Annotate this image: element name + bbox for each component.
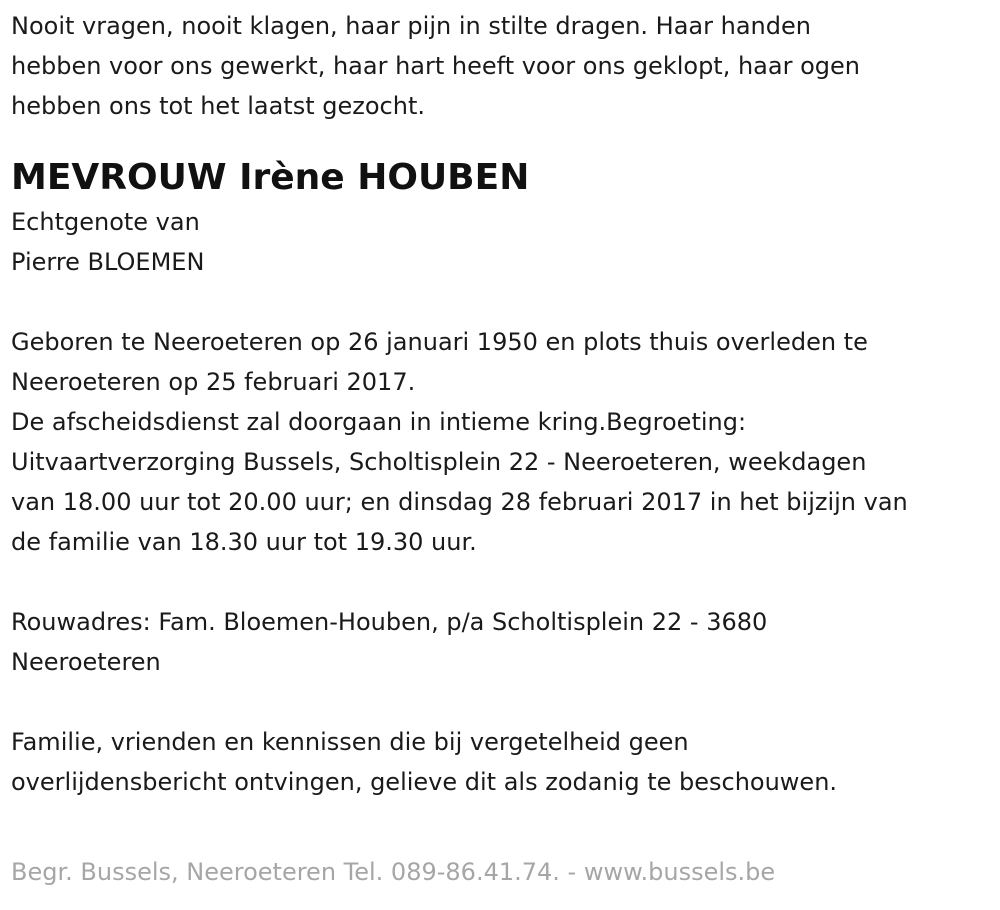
funeral-details: [11, 322, 996, 562]
details-line: Uitvaartverzorging Bussels, Scholtisplein 22 - Neeroeteren, weekdagen: [11, 448, 867, 476]
quote-line: hebben ons tot het laatst gezocht.: [11, 92, 425, 120]
notice-line: overlijdensbericht ontvingen, gelieve dit als zodanig te beschouwen.: [11, 768, 838, 796]
obituary-notice: [11, 6, 996, 802]
mourning-address: [11, 602, 996, 682]
details-line: van 18.00 uur tot 20.00 uur; en dinsdag 28 februari 2017 in het bijzijn van: [11, 488, 908, 516]
family-notice: [11, 722, 996, 802]
funeral-home-footer: Begr. Bussels, Neeroeteren Tel. 089-86.41.74. - www.bussels.be: [11, 858, 776, 886]
spouse-line: Echtgenote van: [11, 208, 200, 236]
spouse-info: [11, 202, 996, 282]
notice-line: Familie, vrienden en kennissen die bij vergetelheid geen: [11, 728, 689, 756]
details-line: Neeroeteren op 25 februari 2017.: [11, 368, 416, 396]
spouse-line: Pierre BLOEMEN: [11, 248, 205, 276]
details-line: De afscheidsdienst zal doorgaan in intieme kring.Begroeting:: [11, 408, 747, 436]
deceased-name: MEVROUW Irène HOUBEN: [11, 157, 530, 198]
quote-line: hebben voor ons gewerkt, haar hart heeft voor ons geklopt, haar ogen: [11, 52, 860, 80]
memorial-quote: [11, 6, 996, 126]
address-line: Neeroeteren: [11, 648, 161, 676]
details-line: de familie van 18.30 uur tot 19.30 uur.: [11, 528, 477, 556]
quote-line: Nooit vragen, nooit klagen, haar pijn in stilte dragen. Haar handen: [11, 12, 811, 40]
details-line: Geboren te Neeroeteren op 26 januari 1950 en plots thuis overleden te: [11, 328, 868, 356]
address-line: Rouwadres: Fam. Bloemen-Houben, p/a Scholtisplein 22 - 3680: [11, 608, 768, 636]
